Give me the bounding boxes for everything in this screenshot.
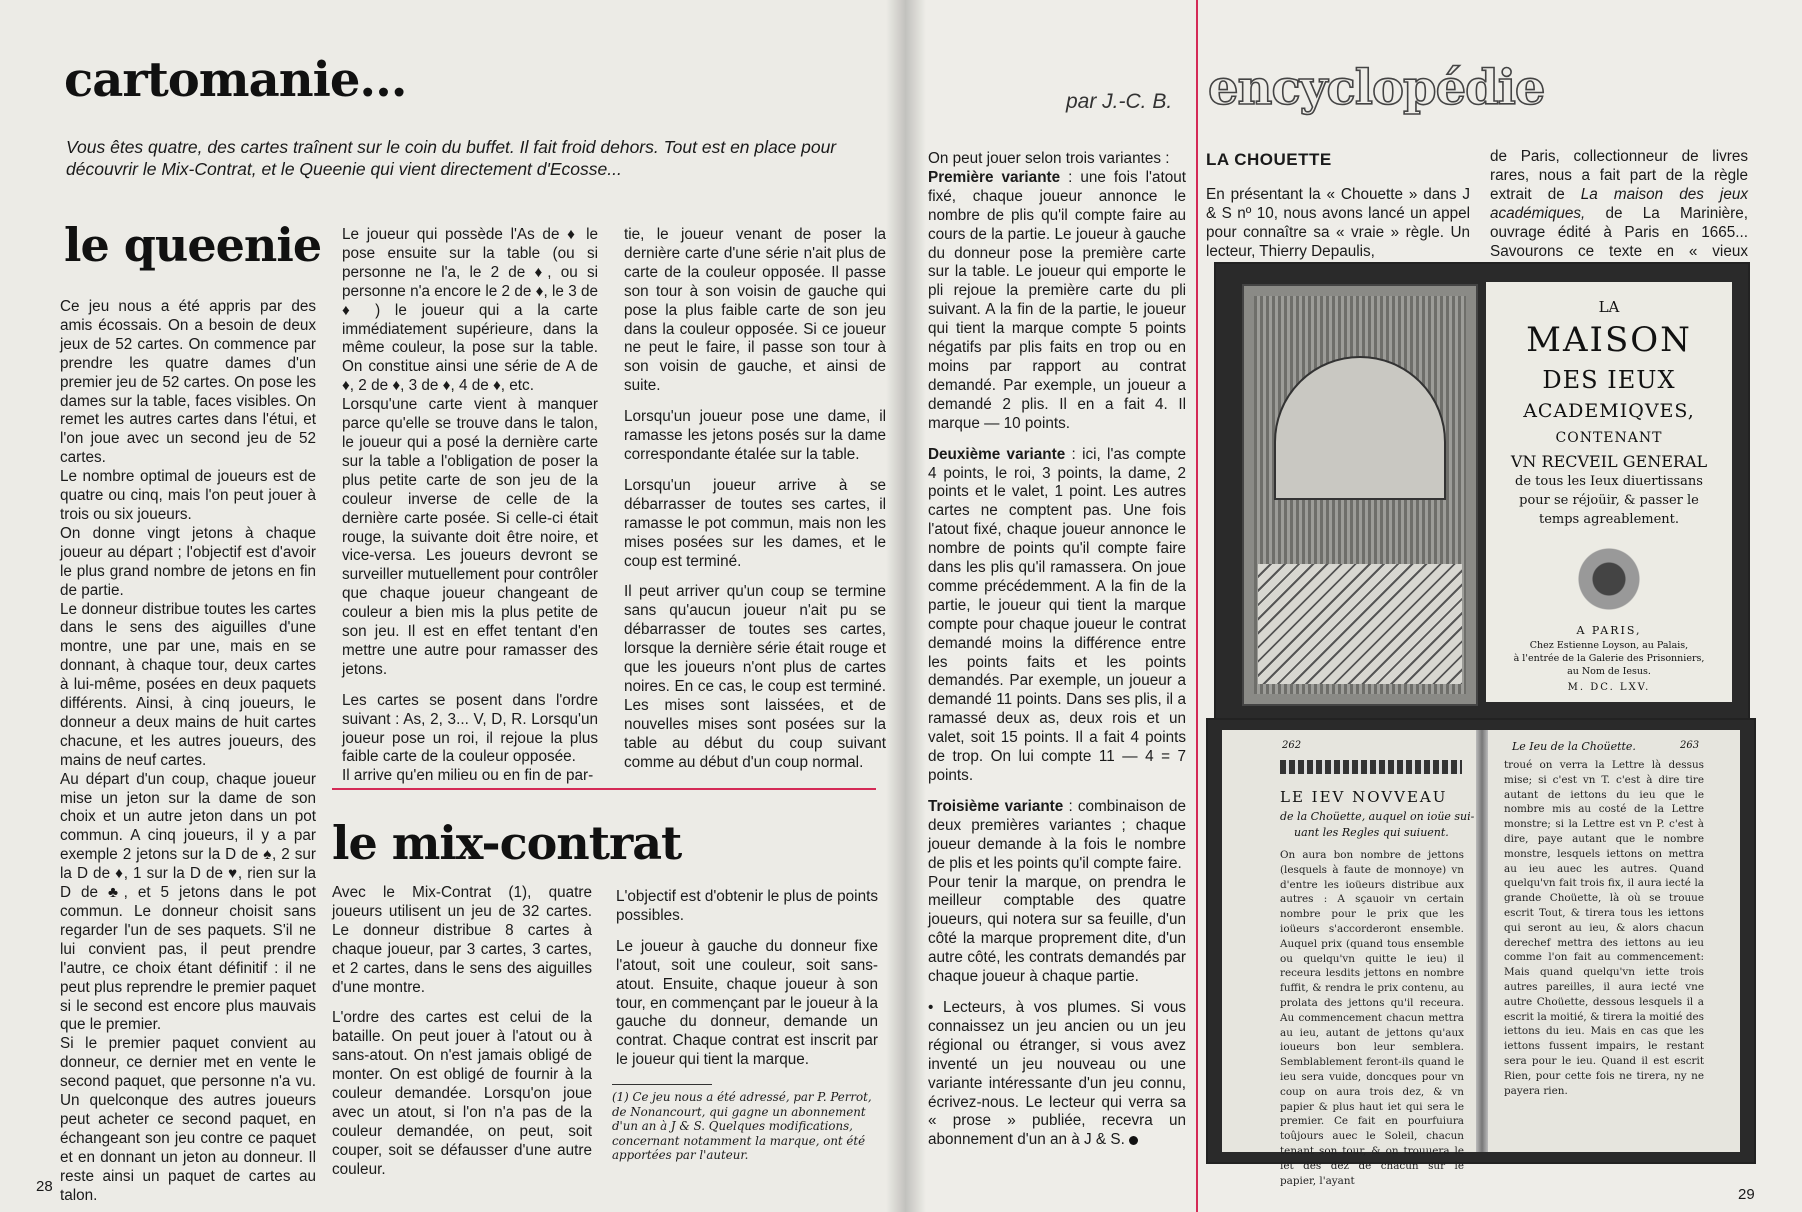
book-spine	[1476, 730, 1488, 1152]
readers-appeal: • Lecteurs, à vos plumes. Si vous connaissez un jeu ancien ou un jeu régional ou étranger, si vous avez inventé un jeu nouveau ou une variante intéressante d'un jeu connu, écrivez-nous. Le lecteur qui verra sa « prose » publiée, recevra un abonnement d'un an à J & S.	[928, 998, 1186, 1149]
paragraph	[928, 169, 1186, 434]
queenie-column-2	[342, 226, 598, 786]
title-line: MAISON	[1526, 320, 1692, 360]
mix-column-2	[616, 888, 878, 1070]
book-page-text: troué on verra la Lettre là dessus mise; si c'est vn T. c'est à dire tire autant de iettons du ieu que le nombre mis au costé de la Lettre monstre; si la Lettre est vn P. c'est à dire, paye autant que le nombre monstre, lesquels iettons on mettra au ieu auec les autres. Quand quelqu'vn fait trois fix, il aura iecté la grande Choüette, là où se trouue escrit Tout, & tirera tous les iettons qui seront au ieu, & alors chacun derechef mettra des iettons au ieu comme l'on fait au commencement: Mais quand quelqu'vn iette trois autres pareilles, il aura iecté vne autre Choüette, dessous lesquels il a escrit la moitié, & tirera la moitié des iettons du ieu. Mais en cas que les iettons fussent impairs, le restant sera pour le ieu. Quand il est escrit Rien, pour cette fois ne tirera, ny ne payera rien.	[1504, 759, 1704, 1097]
frontispiece-engraving	[1242, 284, 1478, 706]
book-open-pages-photo	[1206, 718, 1756, 1187]
book-title: La maison des jeux académiques,	[1490, 185, 1748, 222]
paragraph: On donne vingt jetons à chaque joueur au départ ; l'objectif est d'avoir le plus grand nombre de jetons en fin de partie.	[60, 524, 316, 599]
title-line: VN RECVEIL GENERAL	[1510, 452, 1708, 471]
mix-contrat-heading: le mix-contrat	[332, 816, 682, 870]
title-line: temps agreablement.	[1538, 512, 1680, 527]
title-line: M. DC. LXV.	[1567, 682, 1651, 693]
variant-text: : une fois l'atout fixé, chaque joueur annonce le nombre de plis qu'il compte faire au cours de la partie. Le joueur à gauche du donneur pose la première carte sur la table. Le joueur qui emporte le pli rejoue la première carte du pli suivant. A la fin de la partie, le joueur qui tient la marque compte 5 points négatifs par plis faits en trop ou en moins par rapport au contrat demandé. Par exemple, un joueur a demandé 2 plis. Il en a fait 4. Il marque — 10 points.	[928, 168, 1186, 432]
paragraph: Le joueur à gauche du donneur fixe l'atout, soit une couleur, soit sans-atout. Ensuite, chaque joueur à son tour, en commençant par le joueur à la gauche du donneur, demande un contrat. Chaque contrat est inscrit par le joueur qui tient la marque.	[616, 937, 878, 1069]
chouette-heading: LA CHOUETTE	[1206, 150, 1332, 169]
page-number: 28	[36, 1178, 53, 1195]
text-run: de La Marinière, ouvrage édité à Paris en 1665... Savourons ce texte en « vieux	[1490, 204, 1748, 260]
variant-text: : combinaison de deux premières variantes ; chaque joueur demande à la fois le nombre de plis et les points qu'il compte faire.	[928, 797, 1186, 872]
open-book	[1222, 730, 1740, 1187]
book-chapter-title: de la Choüette, auquel on ioüe sui-	[1280, 810, 1475, 823]
chouette-column-a	[1206, 186, 1470, 262]
text-run: de Paris, collectionneur de livres rares, nous a fait part de la règle extrait de	[1490, 148, 1748, 203]
paragraph: Avec le Mix-Contrat (1), quatre joueurs utilisent un jeu de 32 cartes. Le donneur distribue 8 cartes à chaque joueur, par 3 cartes, 3 cartes, et 2 cartes, dans le sens des aiguilles d'une montre.	[332, 884, 592, 996]
book-chapter-title: uant les Regles qui suiuent.	[1294, 826, 1449, 839]
title-line: ACADEMIQVES,	[1523, 400, 1695, 422]
variant-text: : ici, l'as compte 4 points, le roi, 3 points, la dame, 2 points et le valet, 1 point. Les autres cartes ne comptent pas. Une fois l'atout fixé, chaque joueur annonce le nombre de points qu'il compte faire dans les plis qu'il ramassera. On joue comme précédemment. A la fin de la partie, le joueur qui tient la marque compte pour chaque joueur le contrat demandé moins la différence entre les points faits et les points demandés. Par exemple, un joueur a demandé 11 points. Dans ses plis, il a ramassé deux as, deux rois et un valet, soit 15 points. Il a fait 4 points de trop. On lui compte 11 — 4 = 7 points.	[928, 445, 1186, 784]
book-running-head: Le Ieu de la Choüette.	[1512, 740, 1636, 753]
book-chapter-title: LE IEV NOVVEAU	[1280, 788, 1448, 806]
end-mark-icon	[1129, 1136, 1138, 1145]
paragraph	[928, 446, 1186, 786]
paragraph: Lorsqu'un joueur arrive à se débarrasser de toutes ses cartes, il ramasse le pot commun, mais non les mises posées sur les dames, et le coup est terminé.	[624, 476, 886, 570]
title-line: DES IEUX	[1542, 366, 1676, 394]
title-line: LA	[1598, 298, 1620, 316]
variant-label: Première variante	[928, 168, 1061, 186]
paragraph: L'objectif est d'obtenir le plus de points possibles.	[616, 888, 878, 924]
engraving-floor	[1258, 564, 1462, 684]
paragraph: Au départ d'un coup, chaque joueur mise un jeton sur la dame de son choix et un autre jeton dans un pot commun. A cinq joueurs, il y a par exemple 2 jetons sur la D de ♠, 2 sur la D de ♦, 1 sur la D de ♥, rien sur la D de ♣, et 5 jetons dans le pot commun. Le donneur choisit sans regarder l'un de ses paquets. S'il ne lui convient pas, il peut prendre l'autre, ce choix étant définitif : il ne peut plus reprendre le premier paquet si le second est encore plus mauvais que le premier.	[60, 770, 316, 1034]
page-folio: 262	[1282, 740, 1302, 751]
book-title-page-photo	[1214, 262, 1750, 722]
paragraph: L'ordre des cartes est celui de la bataille. On peut jouer à l'atout ou à sans-atout. On n'est jamais obligé de monter. On est obligé de fournir à la couleur demandée. Lorsqu'on joue avec un atout, si l'on n'a pas de la couleur demandée, on peut, soit couper, soit se défausser d'une autre couleur.	[332, 1009, 592, 1178]
page-number: 29	[1738, 1186, 1755, 1203]
page-folio: 263	[1680, 740, 1700, 751]
page-gutter	[886, 0, 926, 1212]
footnote: (1) Ce jeu nous a été adressé, par P. Perrot, de Nonancourt, qui gagne un abonnement d'un an à J & S. Quelques modifications, concernant notamment la marque, ont été apportées par l'auteur.	[612, 1090, 872, 1162]
queenie-heading: le queenie	[64, 218, 322, 272]
title-line: pour se réjoüir, & passer le	[1519, 493, 1699, 508]
paragraph	[928, 999, 1186, 1150]
footnote-rule	[612, 1084, 712, 1085]
title-line: de tous les Ieux diuertissans	[1515, 474, 1703, 489]
title-line: au Nom de Iesus.	[1567, 666, 1651, 677]
title-line: A PARIS,	[1576, 624, 1642, 637]
section-title: encyclopédie	[1208, 60, 1545, 116]
paragraph: Lorsqu'un joueur pose une dame, il ramasse les jetons posés sur la dame correspondante étalée sur la table.	[624, 408, 886, 463]
section-divider	[332, 788, 876, 790]
paragraph: Il peut arriver qu'un coup se termine sans qu'aucun joueur n'ait pu se débarrasser de toutes ses cartes, lorsque la dernière série était rouge et que les joueurs n'ont plus de cartes noires. En ce cas, le coup est terminé. Les mises sont laissées, et de nouvelles mises sont posées sur la table au début du coup suivant comme au début d'un coup normal.	[624, 583, 886, 771]
variants-column	[928, 150, 1186, 1150]
author-credit: par J.-C. B.	[1066, 90, 1173, 113]
paragraph: Le nombre optimal de joueurs est de quatre ou cinq, mais l'on peut jouer à trois ou six joueurs.	[60, 468, 316, 523]
queenie-column-1	[60, 298, 316, 1206]
mix-column-1	[332, 884, 592, 1180]
printer-device-icon	[1564, 544, 1654, 614]
paragraph: Les cartes se posent dans l'ordre suivant : As, 2, 3... V, D, R. Lorsqu'un joueur pose un roi, il rejoue la plus faible carte de la couleur opposée.	[342, 691, 598, 766]
paragraph: Ce jeu nous a été appris par des amis écossais. On a besoin de deux jeux de 52 cartes. On commence par prendre les quatre dames d'un premier jeu de 52 cartes. On pose les dames sur la table, faces visibles. On remet les autres cartes dans l'étui, et l'on joue avec un second jeu de 52 cartes.	[60, 298, 316, 467]
paragraph	[1490, 148, 1748, 280]
book-page-text: On aura bon nombre de jettons (lesquels à faute de monnoye) vn d'entre les ioüeurs distribue aux autres : A sçauoir vn certain nombre pour le prix que les ioüeurs s'accorderont ensemble. Auquel prix (quand tous ensemble ou quelqu'vn quitte le ieu) il receura lesdits jettons en nombre fuffit, & rendra le prix contenu, au prolata des jettons qu'il receura. Au commencement chacun mettra au ieu, autant de jettons qu'aux ioueurs bon leur semblera. Semblablement feront-ils quand le ieu sera vuide, doncques pour vn coup on aura trois dez, & vn papier & plus haut iet qui sera le premier. Ce fait en pourfuiura toûjours auec le Soleil, chacun tenant son tour, & on trouuera le iet des dez de chacun sur le papier, l'ayant	[1280, 849, 1464, 1187]
title-leaf	[1486, 282, 1732, 702]
variant-label: Troisième variante	[928, 797, 1064, 815]
title-line: à l'entrée de la Galerie des Prisonniers,	[1513, 653, 1705, 664]
paragraph: Le donneur distribue toutes les cartes dans le sens des aiguilles d'une montre, une par une, mais en se donnant, à chaque tour, deux cartes à lui-même, posées en deux paquets différents. Ainsi, à cinq joueurs, le donneur a deux mains de huit cartes chacune, et les autres joueurs, des mains de neuf cartes.	[60, 600, 316, 769]
queenie-column-3	[624, 226, 886, 772]
paragraph: Pour tenir la marque, on prendra le meilleur comptable des quatre joueurs, qui notera sur sa feuille, d'un côté la marque proprement dite, d'un autre côté, les contrats demandés par chaque joueur à chaque partie.	[928, 873, 1186, 986]
column-rule	[1196, 0, 1198, 1212]
paragraph: Lorsqu'une carte vient à manquer parce qu'elle se trouve dans le talon, le joueur qui a posé la dernière carte sur la table a l'obligation de poser la plus petite carte de son jeu de la couleur inverse de celle de la dernière carte posée. Si celle-ci était rouge, la suivante doit être noire, et vice-versa. Les joueurs devront se surveiller mutuellement pour contrôler que chaque joueur changeant de couleur a bien mis la plus petite de son jeu. Il est en effet tentant d'en mettre une autre pour ramasser des jetons.	[342, 396, 598, 678]
intro-text: Vous êtes quatre, des cartes traînent sur le coin du buffet. Il fait froid dehors. Tout est en place pour découvrir le Mix-Contrat, et le Queenie qui vient directement d'Ecosse...	[66, 137, 837, 179]
chouette-column-b	[1490, 148, 1748, 280]
paragraph: Le joueur qui possède l'As de ♦ le pose ensuite sur la table (ou si personne ne l'a, le 2 de ♦, ou si personne n'a encore le 2 de ♦, le 3 de ♦ ) le joueur qui a la carte immédiatement supérieure, dans la même couleur, la pose sur la table. On constitue ainsi une série de A de ♦, 2 de ♦, 3 de ♦, 4 de ♦, etc.	[342, 226, 598, 395]
paragraph: tie, le joueur venant de poser la dernière carte d'une série n'ait plus de carte de la couleur opposée. Il passe son tour à son voisin de gauche qui pose la plus faible carte de son jeu dans la couleur opposée. Si ce joueur ne peut le faire, il passe son tour à son voisin de gauche, et ainsi de suite.	[624, 226, 886, 395]
paragraph: Il arrive qu'en milieu ou en fin de par-	[342, 767, 594, 785]
paragraph: On peut jouer selon trois variantes :	[928, 150, 1170, 167]
paragraph: Si le premier paquet convient au donneur, ce dernier met en vente le second paquet, que personne n'a vu. Un quelconque des autres joueurs peut acheter ce second paquet, en échangeant son jeu contre ce paquet et en donnant un jeton au donneur. Il reste ainsi un paquet de cartes au talon.	[60, 1035, 316, 1204]
page-title: cartomanie...	[64, 52, 407, 108]
title-line: Chez Estienne Loyson, au Palais,	[1529, 640, 1689, 651]
title-line: CONTENANT	[1555, 430, 1663, 446]
paragraph: En présentant la « Chouette » dans J & S nº 10, nous avons lancé un appel pour connaître sa « vraie » règle. Un lecteur, Thierry Depaulis,	[1206, 186, 1470, 260]
variant-label: Deuxième variante	[928, 445, 1066, 463]
paragraph	[928, 798, 1186, 874]
ornament-band	[1280, 760, 1462, 774]
